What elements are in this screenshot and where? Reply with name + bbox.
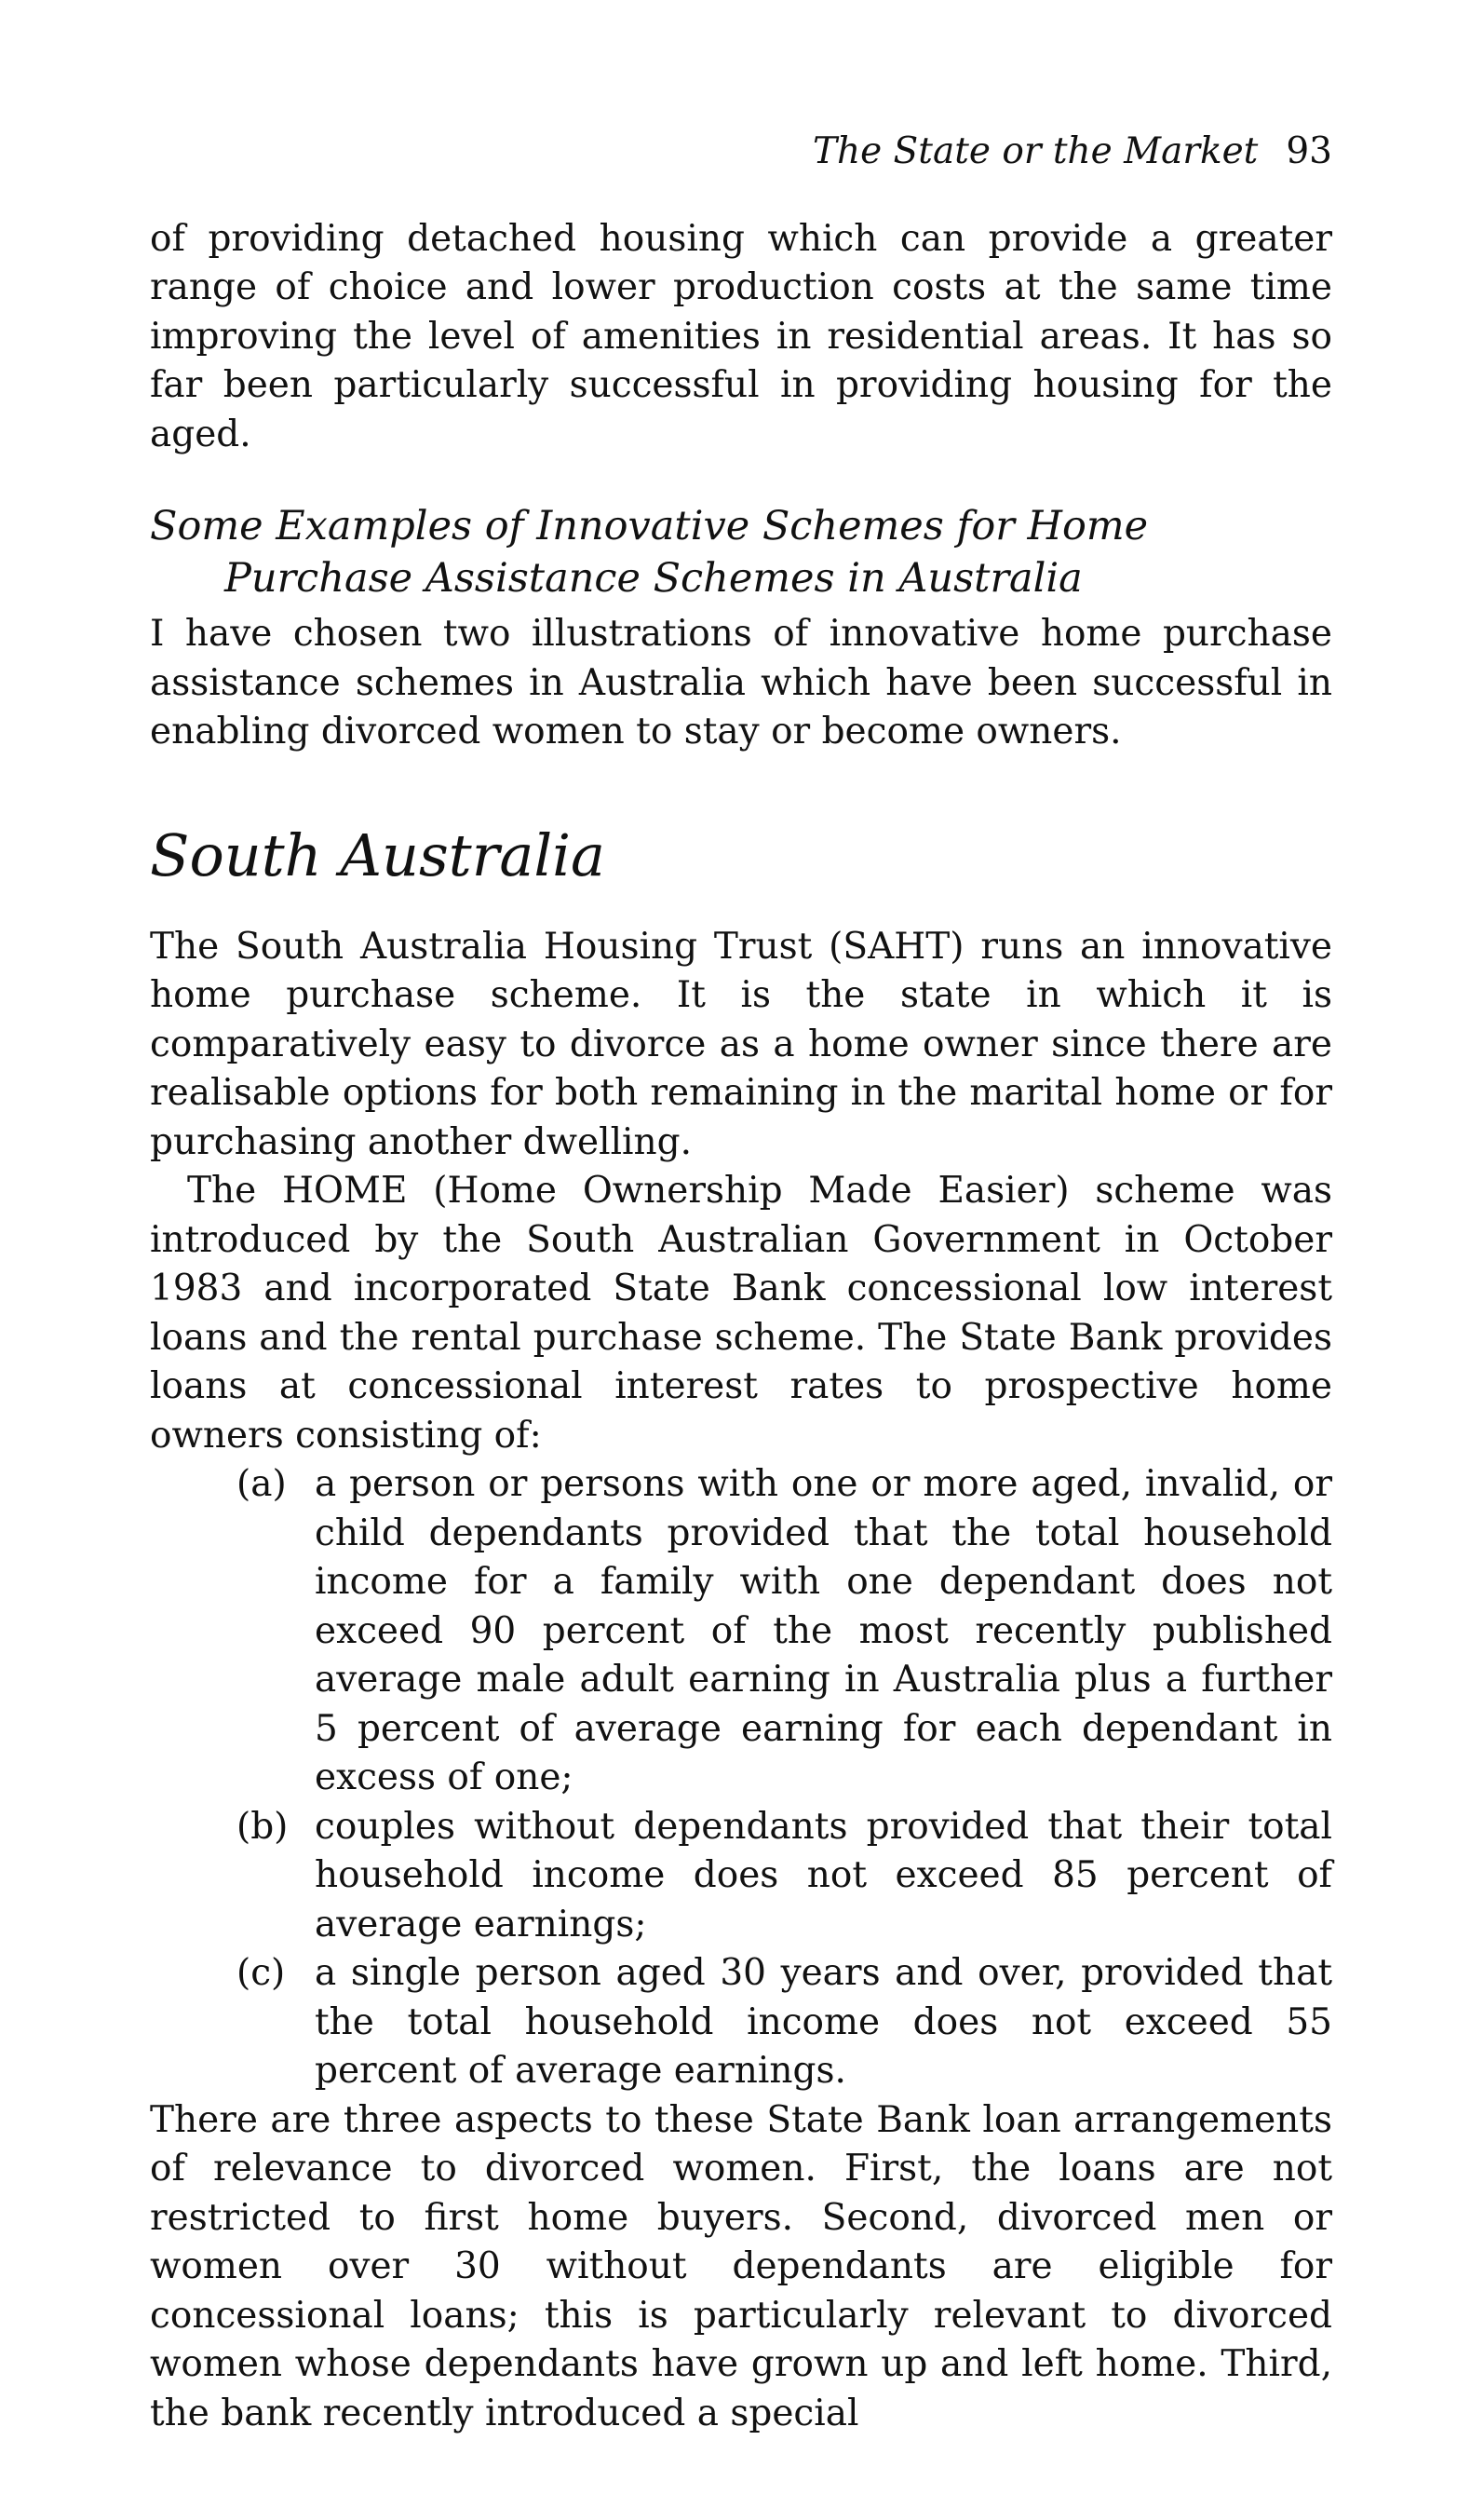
paragraph-loan-aspects: There are three aspects to these State Bank loan arrangements of relevance to divorced women. First, the loans are not restricted to first home buyers. Second, divorced men or women over 30 without dependants are eligible for concessional loans; this is particularly relevant to divorced women whose dependants have grown up and left home. Third, the bank recently introduced a special [150,2098,1332,2434]
page-number: 93 [1286,130,1332,172]
list-item [150,1803,1332,1950]
running-head [150,130,1332,174]
paragraph-home-scheme: The HOME (Home Ownership Made Easier) scheme was introduced by the South Australian Government in October 1983 and incorporated State Bank concessional low interest loans and the rental purchase scheme. The State Bank provides loans at concessional interest rates to prospective home owners consisting of: [150,1170,1332,1457]
list-item [150,1949,1332,2096]
list-marker: (c) [236,1952,286,1995]
list-item-text: a single person aged 30 years and over, provided that the total household income does not exceed 55 percent of average earnings. [315,1952,1332,2093]
list-item-text: a person or persons with one or more aged, invalid, or child dependants provided that the total household income for a family with one dependant does not exceed 90 percent of the most recently published average male adult earning in Australia plus a further 5 percent of average earning for each dependant in excess of one; [315,1463,1332,1799]
paragraph-continued: of providing detached housing which can provide a greater range of choice and lower production costs at the same time improving the level of amenities in residential areas. It has so far been particularly successful in providing housing for the aged. [150,217,1332,455]
subheading: Some Examples of Innovative Schemes for Home Purchase Assistance Schemes in Australia [150,503,1149,603]
list-marker: (a) [236,1463,287,1506]
eligibility-list [150,1460,1332,2096]
section-heading: South Australia [150,820,605,889]
list-item-text: couples without dependants provided that their total household income does not exceed 85 percent of average earnings; [315,1805,1332,1945]
list-marker: (b) [236,1805,289,1848]
paragraph-illustrations: I have chosen two illustrations of innovative home purchase assistance schemes in Australia which have been successful in enabling divorced women to stay or become owners. [150,613,1332,753]
paragraph-saht: The South Australia Housing Trust (SAHT) runs an innovative home purchase scheme. It is the state in which it is comparatively easy to divorce as a home owner since there are realisable options for both remaining in the marital home or for purchasing another dwelling. [150,925,1332,1163]
list-item [150,1460,1332,1803]
running-head-title: The State or the Market [812,130,1259,172]
book-page [150,130,1332,2438]
